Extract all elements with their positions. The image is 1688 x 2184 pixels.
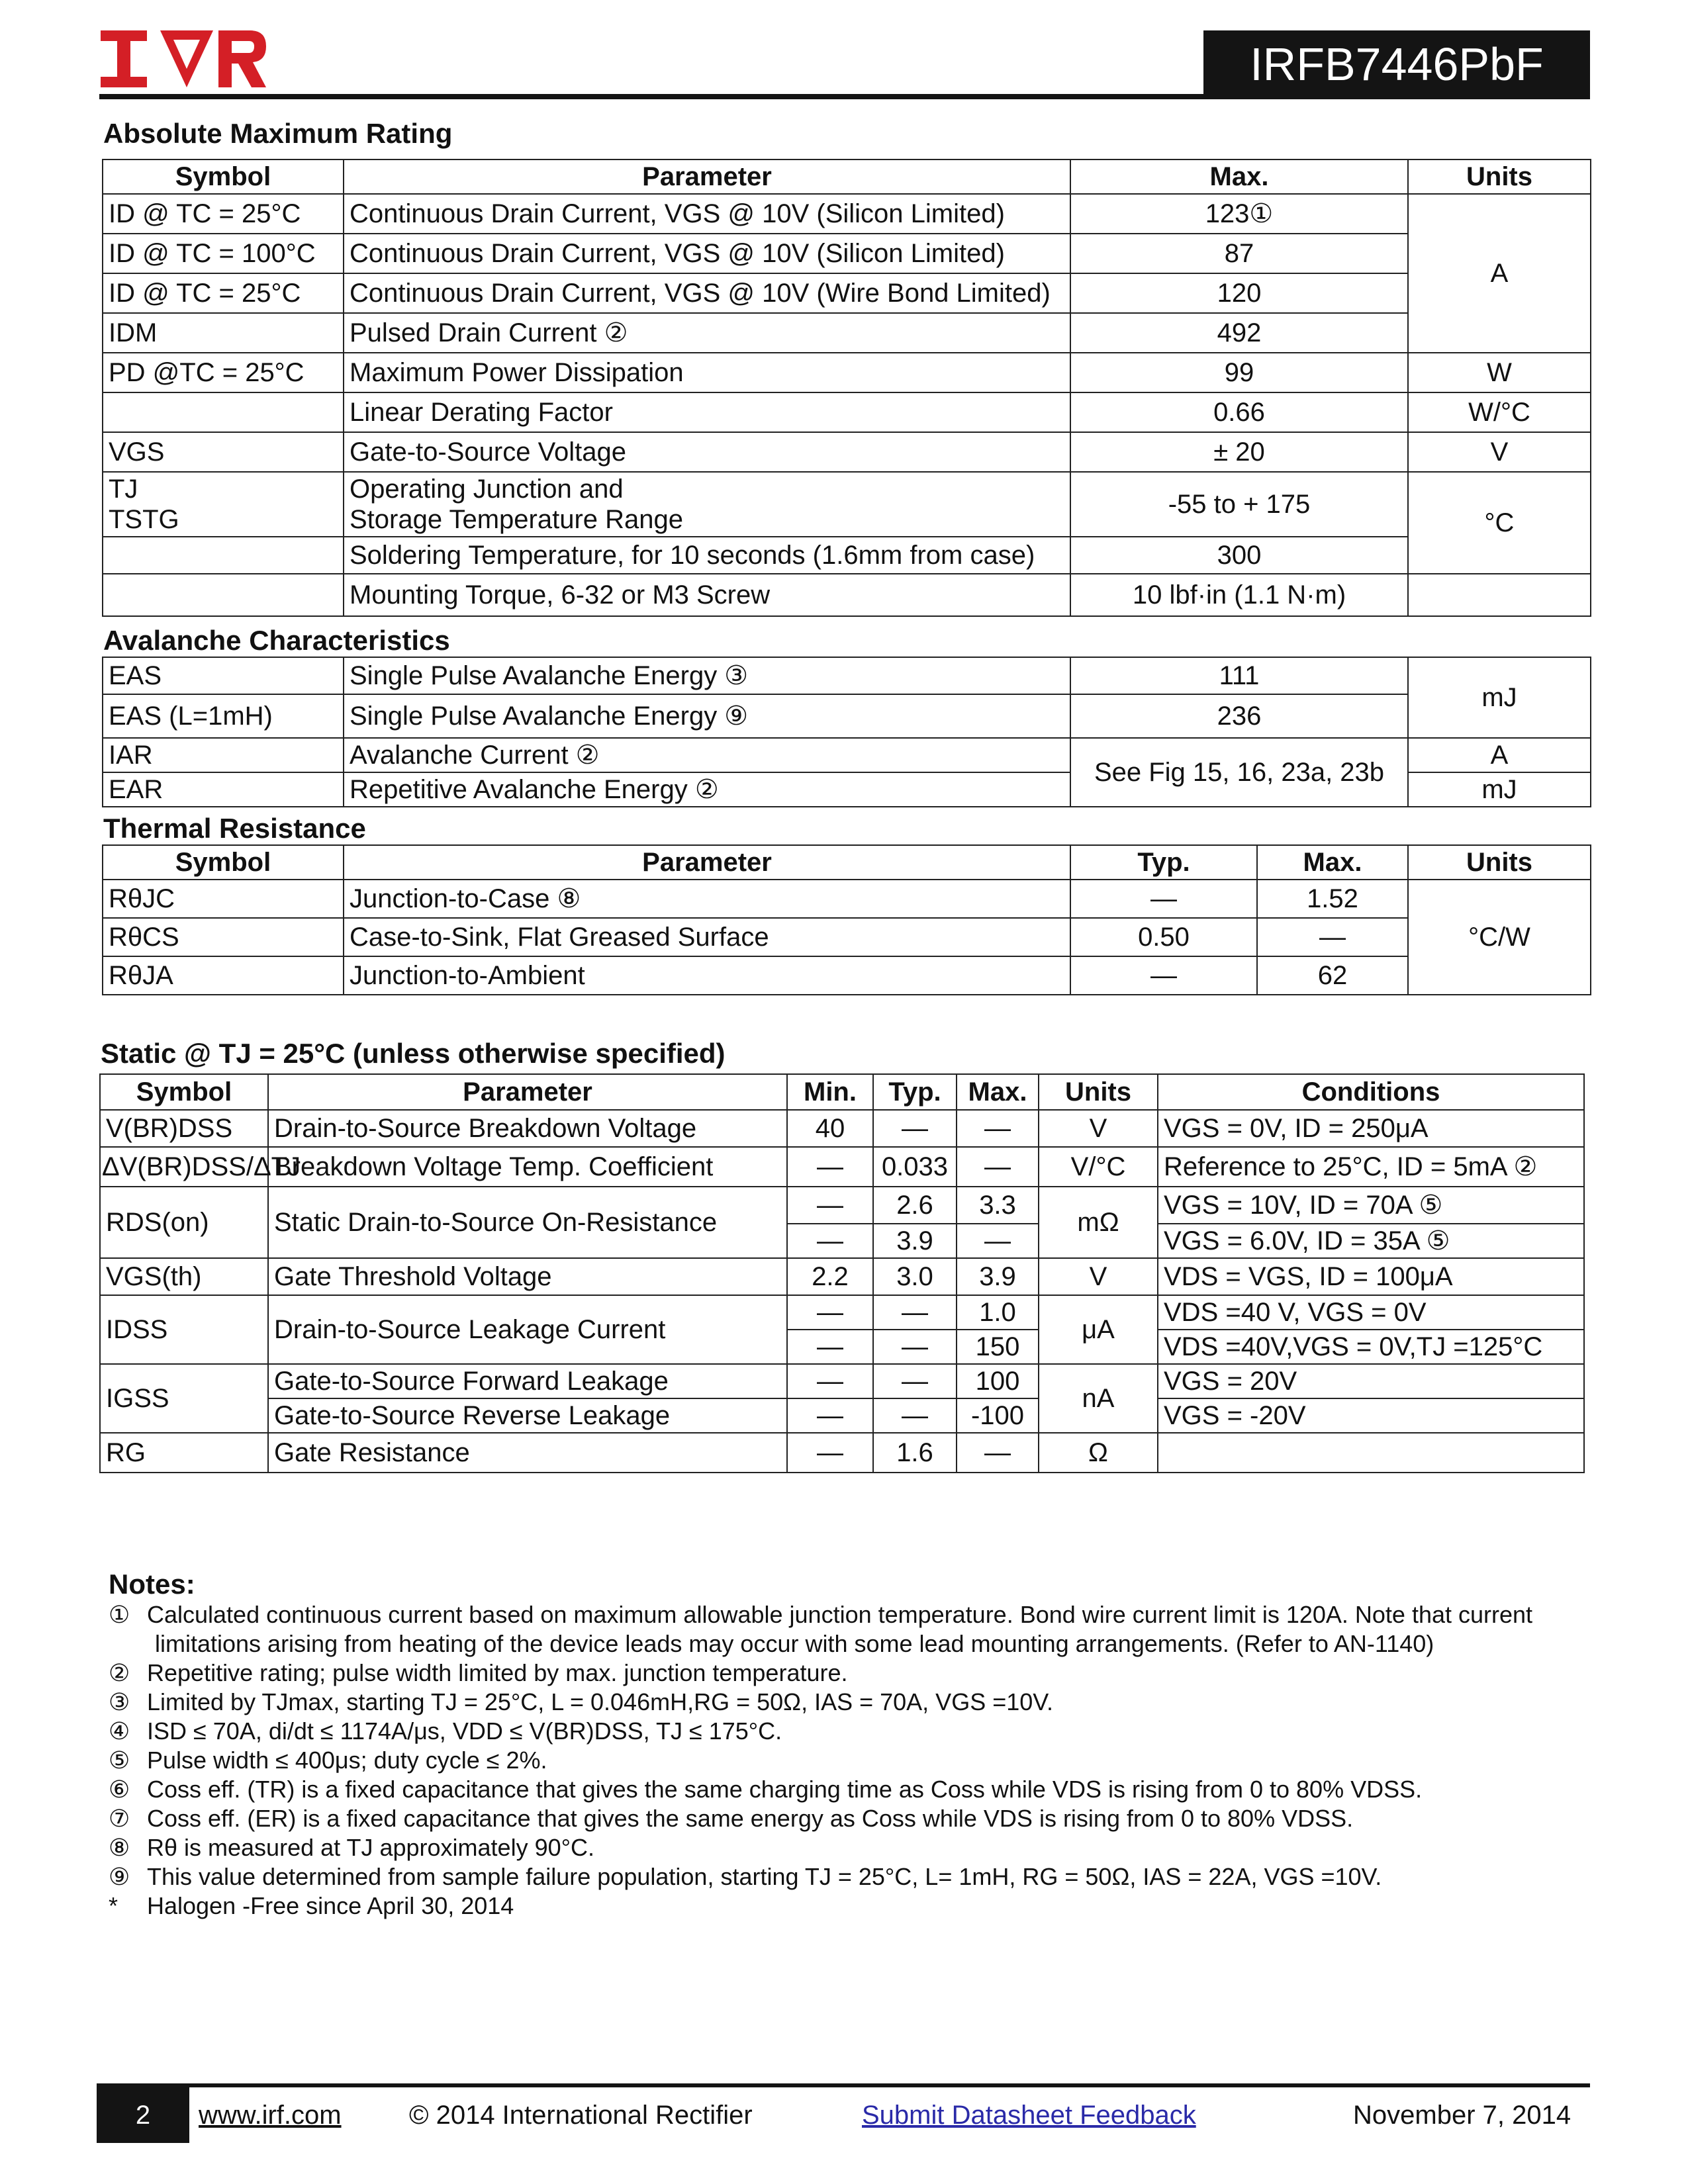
- conditions-cell: VGS = 20V: [1158, 1364, 1584, 1398]
- table-row: [103, 472, 1591, 537]
- max-cell: 3.9: [957, 1258, 1039, 1295]
- col-parameter: Parameter: [344, 845, 1070, 880]
- note-item: [109, 1600, 1598, 1659]
- symbol-cell: IDSS: [100, 1295, 268, 1364]
- min-cell: —: [787, 1364, 873, 1398]
- note-text: Halogen -Free since April 30, 2014: [147, 1892, 514, 1919]
- website-link[interactable]: www.irf.com: [199, 2101, 342, 2130]
- max-cell: —: [957, 1110, 1039, 1147]
- abs-max-table: [102, 159, 1591, 617]
- table-row: [100, 1364, 1584, 1398]
- conditions-cell: VDS =40 V, VGS = 0V: [1158, 1295, 1584, 1330]
- max-cell: 62: [1257, 956, 1408, 995]
- symbol-cell: V(BR)DSS: [100, 1110, 268, 1147]
- units-cell: μA: [1039, 1295, 1158, 1364]
- typ-cell: —: [873, 1364, 957, 1398]
- parameter-cell: Gate-to-Source Forward Leakage: [268, 1364, 787, 1398]
- parameter-cell: Case-to-Sink, Flat Greased Surface: [344, 918, 1070, 956]
- note-text: ISD ≤ 70A, di/dt ≤ 1174A/μs, VDD ≤ V(BR)DSS, TJ ≤ 175°C.: [147, 1717, 782, 1745]
- symbol-cell: ID @ TC = 25°C: [103, 194, 344, 234]
- symbol-cell: RDS(on): [100, 1187, 268, 1258]
- table-row: [100, 1295, 1584, 1330]
- max-cell: 492: [1070, 313, 1408, 353]
- symbol-cell: IDM: [103, 313, 344, 353]
- copyright: © 2014 International Rectifier: [409, 2101, 753, 2130]
- typ-cell: 3.9: [873, 1224, 957, 1258]
- units-cell: mJ: [1408, 772, 1591, 807]
- table-row: [100, 1187, 1584, 1224]
- col-max: Max.: [957, 1074, 1039, 1110]
- min-cell: —: [787, 1330, 873, 1364]
- note-marker: ③: [109, 1688, 130, 1715]
- col-units: Units: [1039, 1074, 1158, 1110]
- typ-cell: 0.033: [873, 1147, 957, 1187]
- table-row: [100, 1147, 1584, 1187]
- parameter-cell: Drain-to-Source Leakage Current: [268, 1295, 787, 1364]
- symbol-cell: RθCS: [103, 918, 344, 956]
- parameter-cell: Single Pulse Avalanche Energy ⑨: [344, 694, 1070, 738]
- parameter-cell: Gate Threshold Voltage: [268, 1258, 787, 1295]
- note-item: [109, 1862, 1598, 1891]
- units-cell: nA: [1039, 1364, 1158, 1433]
- typ-cell: —: [873, 1295, 957, 1330]
- table-row: [103, 694, 1591, 738]
- col-units: Units: [1408, 845, 1591, 880]
- note-text: Calculated continuous current based on maximum allowable junction temperature. Bond wire current limit is 120A. Note that current: [147, 1601, 1533, 1628]
- note-item: [109, 1688, 1598, 1717]
- max-cell: —: [1257, 918, 1408, 956]
- note-item: [109, 1891, 1598, 1921]
- max-cell: 100: [957, 1364, 1039, 1398]
- parameter-cell: Soldering Temperature, for 10 seconds (1.6mm from case): [344, 537, 1070, 574]
- col-symbol: Symbol: [103, 159, 344, 194]
- table-row: [103, 918, 1591, 956]
- col-parameter: Parameter: [344, 159, 1070, 194]
- table-row: [100, 1110, 1584, 1147]
- min-cell: —: [787, 1147, 873, 1187]
- typ-cell: 0.50: [1070, 918, 1257, 956]
- note-marker: ⑦: [109, 1805, 130, 1832]
- max-cell: —: [957, 1147, 1039, 1187]
- table-row: [100, 1433, 1584, 1473]
- max-cell: 1.52: [1257, 880, 1408, 918]
- symbol-cell: [103, 472, 344, 537]
- table-row: [103, 234, 1591, 273]
- max-cell: —: [957, 1433, 1039, 1473]
- table-row: [103, 194, 1591, 234]
- typ-cell: —: [873, 1330, 957, 1364]
- symbol-cell: EAR: [103, 772, 344, 807]
- table-row: [103, 880, 1591, 918]
- parameter-cell: Drain-to-Source Breakdown Voltage: [268, 1110, 787, 1147]
- symbol-cell: [103, 392, 344, 432]
- symbol-cell: RθJC: [103, 880, 344, 918]
- max-cell: See Fig 15, 16, 23a, 23b: [1070, 738, 1408, 807]
- note-marker: ④: [109, 1717, 130, 1745]
- symbol-cell: VGS: [103, 432, 344, 472]
- col-typ: Typ.: [1070, 845, 1257, 880]
- abs-max-title: Absolute Maximum Rating: [103, 118, 453, 149]
- max-cell: 1.0: [957, 1295, 1039, 1330]
- table-row: [100, 1398, 1584, 1433]
- symbol-cell: PD @TC = 25°C: [103, 353, 344, 392]
- col-symbol: Symbol: [100, 1074, 268, 1110]
- typ-cell: —: [873, 1398, 957, 1433]
- symbol-cell: EAS (L=1mH): [103, 694, 344, 738]
- conditions-cell: VGS = 10V, ID = 70A ⑤: [1158, 1187, 1584, 1224]
- units-cell: A: [1408, 194, 1591, 353]
- note-marker: ②: [109, 1659, 130, 1686]
- note-item: [109, 1804, 1598, 1833]
- footer-date: November 7, 2014: [1353, 2101, 1571, 2130]
- symbol-cell: IGSS: [100, 1364, 268, 1433]
- static-title: Static @ TJ = 25°C (unless otherwise specified): [101, 1038, 726, 1069]
- conditions-cell: VGS = 6.0V, ID = 35A ⑤: [1158, 1224, 1584, 1258]
- note-item: [109, 1746, 1598, 1775]
- symbol-cell: RG: [100, 1433, 268, 1473]
- parameter-cell: Gate Resistance: [268, 1433, 787, 1473]
- parameter-cell: Continuous Drain Current, VGS @ 10V (Wire Bond Limited): [344, 273, 1070, 313]
- note-marker: ①: [109, 1601, 130, 1628]
- min-cell: —: [787, 1187, 873, 1224]
- symbol-cell: EAS: [103, 657, 344, 694]
- parameter-cell: [344, 472, 1070, 537]
- col-max: Max.: [1257, 845, 1408, 880]
- max-cell: 87: [1070, 234, 1408, 273]
- table-row: [103, 956, 1591, 995]
- units-cell: W: [1408, 353, 1591, 392]
- parameter-cell: Gate-to-Source Voltage: [344, 432, 1070, 472]
- min-cell: 40: [787, 1110, 873, 1147]
- note-text: Coss eff. (ER) is a fixed capacitance that gives the same energy as Coss while VDS is rising from 0 to 80% VDSS.: [147, 1805, 1354, 1832]
- parameter-cell: Continuous Drain Current, VGS @ 10V (Silicon Limited): [344, 194, 1070, 234]
- note-item: [109, 1833, 1598, 1862]
- page-number: 2: [97, 2087, 189, 2143]
- conditions-cell: VGS = 0V, ID = 250μA: [1158, 1110, 1584, 1147]
- feedback-link[interactable]: Submit Datasheet Feedback: [862, 2101, 1196, 2130]
- notes-title: Notes:: [109, 1569, 195, 1600]
- col-symbol: Symbol: [103, 845, 344, 880]
- max-cell: 300: [1070, 537, 1408, 574]
- typ-cell: —: [873, 1110, 957, 1147]
- parameter-cell: Junction-to-Case ⑧: [344, 880, 1070, 918]
- max-cell: 111: [1070, 657, 1408, 694]
- symbol-cell: ΔV(BR)DSS/ΔTJ: [100, 1147, 268, 1187]
- note-text: Limited by TJmax, starting TJ = 25°C, L = 0.046mH,RG = 50Ω, IAS = 70A, VGS =10V.: [147, 1688, 1053, 1715]
- parameter-cell: Gate-to-Source Reverse Leakage: [268, 1398, 787, 1433]
- max-cell: 0.66: [1070, 392, 1408, 432]
- table-row: [103, 353, 1591, 392]
- notes-section: [109, 1570, 1598, 1921]
- typ-cell: 2.6: [873, 1187, 957, 1224]
- parameter-cell: Breakdown Voltage Temp. Coefficient: [268, 1147, 787, 1187]
- table-row: [100, 1258, 1584, 1295]
- parameter-cell: Mounting Torque, 6-32 or M3 Screw: [344, 574, 1070, 616]
- parameter-cell: Continuous Drain Current, VGS @ 10V (Silicon Limited): [344, 234, 1070, 273]
- typ-cell: 1.6: [873, 1433, 957, 1473]
- col-parameter: Parameter: [268, 1074, 787, 1110]
- static-table: [99, 1073, 1585, 1473]
- max-cell: 99: [1070, 353, 1408, 392]
- units-cell: V: [1039, 1258, 1158, 1295]
- note-text: Repetitive rating; pulse width limited by max. junction temperature.: [147, 1659, 848, 1686]
- table-row: [103, 657, 1591, 694]
- symbol-cell: [103, 574, 344, 616]
- note-text: limitations arising from heating of the device leads may occur with some lead mounting arrangements. (Refer to AN-1140): [155, 1630, 1434, 1657]
- thermal-table: [102, 844, 1591, 995]
- max-cell: 3.3: [957, 1187, 1039, 1224]
- symbol-cell: VGS(th): [100, 1258, 268, 1295]
- max-cell: 236: [1070, 694, 1408, 738]
- typ-cell: —: [1070, 880, 1257, 918]
- conditions-cell: [1158, 1433, 1584, 1473]
- symbol-line: TJ: [109, 475, 138, 504]
- note-marker: *: [109, 1892, 118, 1919]
- typ-cell: 3.0: [873, 1258, 957, 1295]
- parameter-line: Storage Temperature Range: [350, 505, 684, 534]
- col-typ: Typ.: [873, 1074, 957, 1110]
- note-marker: ⑨: [109, 1863, 130, 1890]
- max-cell: 10 lbf·in (1.1 N·m): [1070, 574, 1408, 616]
- parameter-cell: Single Pulse Avalanche Energy ③: [344, 657, 1070, 694]
- max-cell: ± 20: [1070, 432, 1408, 472]
- units-cell: mΩ: [1039, 1187, 1158, 1258]
- max-cell: —: [957, 1224, 1039, 1258]
- conditions-cell: VGS = -20V: [1158, 1398, 1584, 1433]
- units-cell: °C: [1408, 472, 1591, 574]
- parameter-line: Operating Junction and: [350, 475, 624, 504]
- max-cell: 123①: [1070, 194, 1408, 234]
- table-row: [103, 537, 1591, 574]
- max-cell: -100: [957, 1398, 1039, 1433]
- units-cell: Ω: [1039, 1433, 1158, 1473]
- col-units: Units: [1408, 159, 1591, 194]
- note-marker: ⑥: [109, 1776, 130, 1803]
- col-conditions: Conditions: [1158, 1074, 1584, 1110]
- note-text: Pulse width ≤ 400μs; duty cycle ≤ 2%.: [147, 1747, 547, 1774]
- table-row: [103, 392, 1591, 432]
- max-cell: 120: [1070, 273, 1408, 313]
- table-row: [103, 738, 1591, 772]
- max-cell: 150: [957, 1330, 1039, 1364]
- units-cell: °C/W: [1408, 880, 1591, 995]
- units-cell: [1408, 574, 1591, 616]
- units-cell: W/°C: [1408, 392, 1591, 432]
- note-item: [109, 1659, 1598, 1688]
- min-cell: 2.2: [787, 1258, 873, 1295]
- table-row: [103, 574, 1591, 616]
- note-text: Rθ is measured at TJ approximately 90°C.: [147, 1834, 595, 1861]
- min-cell: —: [787, 1295, 873, 1330]
- parameter-cell: Repetitive Avalanche Energy ②: [344, 772, 1070, 807]
- min-cell: —: [787, 1433, 873, 1473]
- units-cell: A: [1408, 738, 1591, 772]
- note-text: This value determined from sample failure population, starting TJ = 25°C, L= 1mH, RG = 50Ω, IAS = 22A, VGS =10V.: [147, 1863, 1382, 1890]
- ir-logo: [101, 30, 266, 87]
- symbol-cell: [103, 537, 344, 574]
- table-row: [103, 432, 1591, 472]
- symbol-cell: RθJA: [103, 956, 344, 995]
- thermal-title: Thermal Resistance: [103, 813, 366, 844]
- parameter-cell: Avalanche Current ②: [344, 738, 1070, 772]
- max-cell: -55 to + 175: [1070, 472, 1408, 537]
- avalanche-title: Avalanche Characteristics: [103, 625, 450, 656]
- conditions-cell: VDS = VGS, ID = 100μA: [1158, 1258, 1584, 1295]
- conditions-cell: VDS =40V,VGS = 0V,TJ =125°C: [1158, 1330, 1584, 1364]
- table-row: [103, 313, 1591, 353]
- units-cell: V/°C: [1039, 1147, 1158, 1187]
- parameter-cell: Junction-to-Ambient: [344, 956, 1070, 995]
- parameter-cell: Maximum Power Dissipation: [344, 353, 1070, 392]
- typ-cell: —: [1070, 956, 1257, 995]
- table-row: [103, 273, 1591, 313]
- units-cell: mJ: [1408, 657, 1591, 738]
- min-cell: —: [787, 1224, 873, 1258]
- symbol-cell: ID @ TC = 25°C: [103, 273, 344, 313]
- symbol-cell: ID @ TC = 100°C: [103, 234, 344, 273]
- note-item: [109, 1775, 1598, 1804]
- parameter-cell: Pulsed Drain Current ②: [344, 313, 1070, 353]
- note-item: [109, 1717, 1598, 1746]
- units-cell: V: [1039, 1110, 1158, 1147]
- parameter-cell: Static Drain-to-Source On-Resistance: [268, 1187, 787, 1258]
- parameter-cell: Linear Derating Factor: [344, 392, 1070, 432]
- header-rule: [99, 94, 1590, 99]
- part-number: IRFB7446PbF: [1203, 30, 1590, 98]
- note-marker: ⑤: [109, 1747, 130, 1774]
- note-marker: ⑧: [109, 1834, 130, 1861]
- col-min: Min.: [787, 1074, 873, 1110]
- symbol-line: TSTG: [109, 505, 179, 534]
- note-text: Coss eff. (TR) is a fixed capacitance that gives the same charging time as Coss while VDS is rising from 0 to 80% VDSS.: [147, 1776, 1423, 1803]
- col-max: Max.: [1070, 159, 1408, 194]
- symbol-cell: IAR: [103, 738, 344, 772]
- avalanche-table: [102, 657, 1591, 807]
- units-cell: V: [1408, 432, 1591, 472]
- conditions-cell: Reference to 25°C, ID = 5mA ②: [1158, 1147, 1584, 1187]
- min-cell: —: [787, 1398, 873, 1433]
